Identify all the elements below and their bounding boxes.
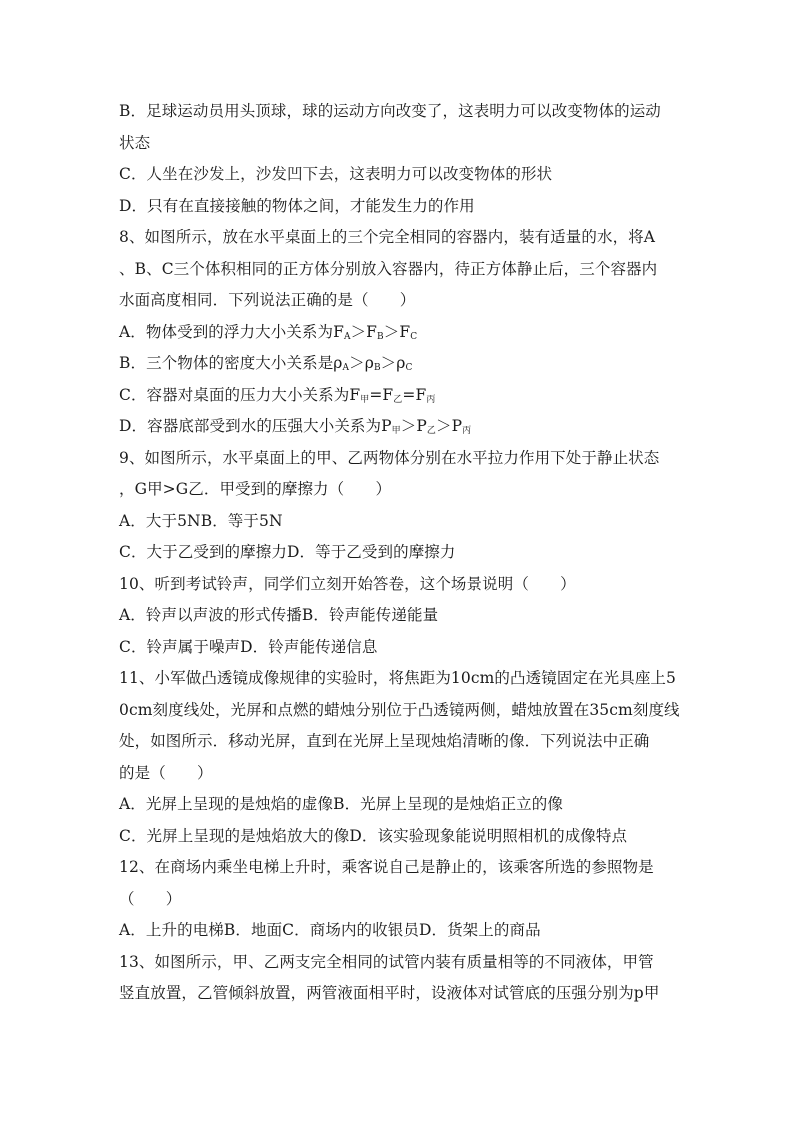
text-run: =F [369, 385, 394, 404]
subscript: C [410, 331, 418, 342]
text-line: 8、如图所示，放在水平桌面上的三个完全相同的容器内，装有适量的水，将A [119, 228, 656, 246]
text-line: D．只有在直接接触的物体之间，才能发生力的作用 [119, 196, 475, 215]
subscript: 乙 [426, 426, 437, 436]
text-line: 11、小军做凸透镜成像规律的实验时，将焦距为10cm的凸透镜固定在光具座上5 [119, 669, 676, 687]
subscript: 乙 [393, 394, 403, 405]
text-line: 12、在商场内乘坐电梯上升时，乘客说自己是静止的，该乘客所选的参照物是 [119, 858, 654, 876]
text-line [119, 411, 679, 443]
text-line: 0cm刻度线处，光屏和点燃的蜡烛分别位于凸透镜两侧，蜡烛放置在35cm刻度线 [119, 700, 680, 719]
text-line: A．光屏上呈现的是烛焰的虚像B．光屏上呈现的是烛焰正立的像 [119, 795, 563, 813]
text-line: A．上升的电梯B．地面C．商场内的收银员D．货架上的商品 [119, 921, 541, 939]
text-line: ，G甲>G乙．甲受到的摩擦力（ ） [119, 480, 392, 498]
text-run: ＞ρ [380, 354, 406, 372]
text-run: =F [402, 385, 427, 404]
text-run: ＞F [383, 322, 411, 341]
subscript: B [373, 363, 381, 373]
text-line: A．铃声以声波的形式传播B．铃声能传递能量 [119, 606, 439, 624]
text-run: A．物体受到的浮力大小关系为F [119, 322, 344, 341]
text-line: C．大于乙受到的摩擦力D．等于乙受到的摩擦力 [119, 543, 456, 561]
text-line [119, 380, 679, 412]
text-line: 、B、C三个体积相同的正方体分别放入容器内，待正方体静止后，三个容器内 [119, 259, 658, 278]
text-line: 的是（ ） [119, 763, 213, 782]
text-run: C．容器对桌面的压力大小关系为F [119, 385, 361, 404]
subscript: A [343, 331, 351, 342]
subscript: 丙 [426, 394, 436, 405]
text-line: 水面高度相同．下列说法正确的是（ ） [119, 291, 416, 309]
subscript: B [377, 331, 384, 342]
text-line: 10、听到考试铃声，同学们立刻开始答卷，这个场景说明（ ） [119, 574, 576, 593]
text-line: A．大于5NB．等于5N [119, 511, 283, 530]
text-line: 竖直放置，乙管倾斜放置，两管液面相平时，设液体对试管底的压强分别为p甲 [119, 984, 660, 1002]
text-run: B．三个物体的密度大小关系是ρ [119, 354, 343, 372]
text-line: B．足球运动员用头顶球，球的运动方向改变了，这表明力可以改变物体的运动 [119, 102, 661, 120]
subscript: 甲 [360, 394, 370, 405]
subscript: C [405, 363, 413, 373]
text-line: C．人坐在沙发上，沙发凹下去，这表明力可以改变物体的形状 [119, 165, 553, 183]
text-line [119, 317, 679, 349]
text-line [119, 348, 679, 380]
subscript: 丙 [462, 426, 472, 436]
text-line: （ ） [119, 889, 182, 908]
text-line: 处，如图所示．移动光屏，直到在光屏上呈现烛焰清晰的像．下列说法中正确 [119, 732, 650, 750]
text-run: ＞P [436, 417, 463, 435]
text-line: C．光屏上呈现的是烛焰放大的像D．该实验现象能说明照相机的成像特点 [119, 826, 628, 845]
subscript: A [342, 363, 350, 373]
text-line: 13、如图所示，甲、乙两支完全相同的试管内装有质量相等的不同液体，甲管 [119, 952, 654, 971]
text-run: ＞ρ [349, 354, 374, 372]
text-line: C．铃声属于噪声D．铃声能传递信息 [119, 637, 378, 656]
text-run: ＞P [400, 417, 427, 435]
text-run: D．容器底部受到水的压强大小关系为P [119, 417, 392, 435]
text-line: 9、如图所示，水平桌面上的甲、乙两物体分别在水平拉力作用下处于静止状态 [119, 448, 660, 467]
document-body [119, 96, 679, 1010]
subscript: 甲 [391, 426, 401, 436]
text-line: 状态 [119, 133, 151, 152]
text-run: ＞F [350, 322, 378, 341]
